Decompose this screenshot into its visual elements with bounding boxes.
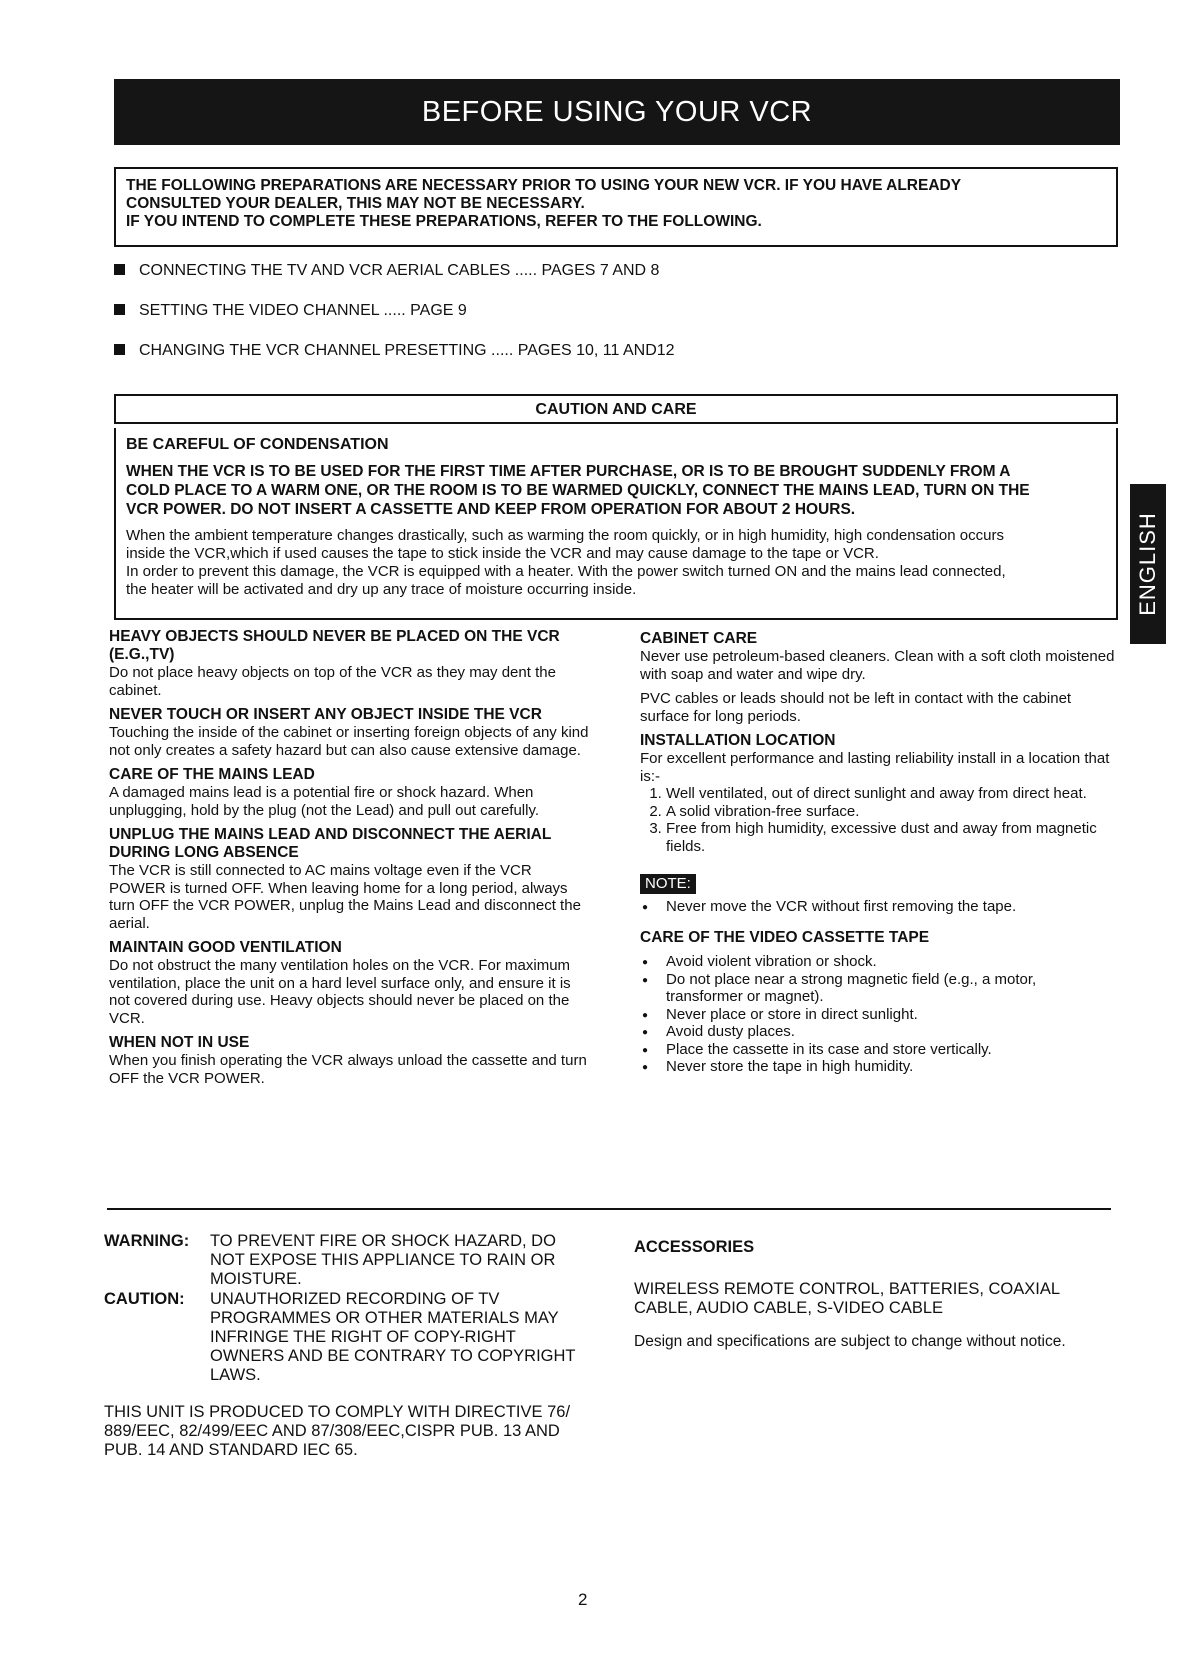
square-bullet-icon — [114, 304, 125, 315]
preparations-box — [114, 167, 1118, 247]
page-number: 2 — [578, 1590, 588, 1609]
section-installation — [640, 732, 1115, 855]
section-text: The VCR is still connected to AC mains voltage even if the VCR POWER is turned OFF. When leaving home for a long period, always turn OFF the VCR POWER, unplug the Mains Lead and disconnect the aerial. — [109, 862, 581, 932]
warning-line: WHEN THE VCR IS TO BE USED FOR THE FIRST TIME AFTER PURCHASE, OR IS TO BE BROUGHT SUDDENLY FROM A — [126, 463, 1011, 480]
preparations-line: IF YOU INTEND TO COMPLETE THESE PREPARATIONS, REFER TO THE FOLLOWING. — [126, 213, 762, 230]
condensation-warning — [126, 462, 1106, 519]
left-column — [109, 628, 589, 1094]
list-item: ● Never store the tape in high humidity. — [666, 1058, 1115, 1076]
section-text: Do not obstruct the many ventilation holes on the VCR. For maximum ventilation, place the unit on a hard level surface only, and ensure it is not covered during use. Heavy objects should never be placed on the VCR. — [109, 957, 571, 1027]
list-item: 3. Free from high humidity, excessive dust and away from magnetic fields. — [666, 820, 1115, 855]
section-never-touch — [109, 706, 589, 759]
section-heading: CARE OF THE VIDEO CASSETTE TAPE — [640, 929, 930, 946]
text-line: inside the VCR,which if used causes the tape to stick inside the VCR and may cause damage to the tape or VCR. — [126, 545, 879, 562]
note-badge: NOTE: — [640, 874, 696, 894]
section-tape-care — [640, 929, 1115, 1076]
section-heavy-objects — [109, 628, 589, 699]
section-cabinet-care — [640, 630, 1115, 725]
section-text: A damaged mains lead is a potential fire or shock hazard. When unplugging, hold by the plug (not the Lead) and pull out carefully. — [109, 784, 540, 819]
list-item: ● Avoid dusty places. — [666, 1023, 1115, 1041]
section-text: PVC cables or leads should not be left in contact with the cabinet surface for long periods. — [640, 690, 1072, 725]
section-heading: CARE OF THE MAINS LEAD — [109, 766, 315, 783]
step-item — [114, 302, 467, 320]
list-item: ● Never move the VCR without first removing the tape. — [666, 898, 1115, 916]
right-column — [640, 630, 1115, 1083]
section-text: For excellent performance and lasting reliability install in a location that is:- — [640, 750, 1110, 785]
condensation-text — [126, 527, 1106, 599]
text-line: the heater will be activated and dry up any trace of moisture occurring inside. — [126, 581, 637, 598]
list-item: ● Avoid violent vibration or shock. — [666, 953, 1115, 971]
section-heading: NEVER TOUCH OR INSERT ANY OBJECT INSIDE THE VCR — [109, 706, 542, 723]
step-item — [114, 262, 659, 280]
list-item: ● Place the cassette in its case and store vertically. — [666, 1041, 1115, 1059]
step-text: SETTING THE VIDEO CHANNEL ..... PAGE 9 — [139, 302, 467, 319]
caution-text: UNAUTHORIZED RECORDING OF TV PROGRAMMES OR OTHER MATERIALS MAY INFRINGE THE RIGHT OF COPY-RIGHT OWNERS AND BE CONTRARY TO COPYRIGHT LAWS. — [210, 1290, 576, 1384]
note-list — [640, 898, 1115, 916]
caution-block — [104, 1290, 584, 1390]
text-line: When the ambient temperature changes drastically, such as warming the room quickly, or in high humidity, high condensation occurs — [126, 527, 1004, 544]
section-heading: UNPLUG THE MAINS LEAD AND DISCONNECT THE AERIAL DURING LONG ABSENCE — [109, 826, 552, 861]
notice-text: Design and specifications are subject to change without notice. — [634, 1333, 1066, 1350]
directive-text: THIS UNIT IS PRODUCED TO COMPLY WITH DIRECTIVE 76/ 889/EEC, 82/499/EEC AND 87/308/EEC,CISPR PUB. 13 AND PUB. 14 AND STANDARD IEC 65. — [104, 1403, 571, 1459]
warning-block — [104, 1232, 584, 1292]
installation-list — [640, 785, 1115, 855]
condensation-title: BE CAREFUL OF CONDENSATION — [126, 436, 389, 453]
accessories-heading: ACCESSORIES — [634, 1238, 755, 1256]
section-heading: MAINTAIN GOOD VENTILATION — [109, 939, 342, 956]
caution-box — [114, 428, 1118, 620]
tape-care-list — [640, 953, 1115, 1076]
step-text: CONNECTING THE TV AND VCR AERIAL CABLES ..... PAGES 7 AND 8 — [139, 262, 660, 279]
section-unplug — [109, 826, 589, 932]
warning-line: COLD PLACE TO A WARM ONE, OR THE ROOM IS TO BE WARMED QUICKLY, CONNECT THE MAINS LEAD, TURN ON THE — [126, 482, 1030, 499]
section-text: Touching the inside of the cabinet or inserting foreign objects of any kind not only creates a safety hazard but can also cause extensive damage. — [109, 724, 589, 759]
section-note — [640, 862, 1115, 915]
section-not-in-use — [109, 1034, 589, 1087]
accessories-text: WIRELESS REMOTE CONTROL, BATTERIES, COAXIAL CABLE, AUDIO CABLE, S-VIDEO CABLE — [634, 1280, 1060, 1317]
square-bullet-icon — [114, 264, 125, 275]
warning-text: TO PREVENT FIRE OR SHOCK HAZARD, DO NOT EXPOSE THIS APPLIANCE TO RAIN OR MOISTURE. — [210, 1232, 556, 1288]
preparations-line: CONSULTED YOUR DEALER, THIS MAY NOT BE NECESSARY. — [126, 195, 585, 212]
section-heading: WHEN NOT IN USE — [109, 1034, 250, 1051]
preparations-line: THE FOLLOWING PREPARATIONS ARE NECESSARY PRIOR TO USING YOUR NEW VCR. IF YOU HAVE ALREADY — [126, 177, 962, 194]
section-ventilation — [109, 939, 589, 1027]
warning-label: WARNING: — [104, 1232, 190, 1250]
text-line: In order to prevent this damage, the VCR is equipped with a heater. With the power switch turned ON and the mains lead connected, — [126, 563, 1006, 580]
section-text: Do not place heavy objects on top of the VCR as they may dent the cabinet. — [109, 664, 556, 699]
square-bullet-icon — [114, 344, 125, 355]
page-title: BEFORE USING YOUR VCR — [114, 79, 1120, 145]
caution-header: CAUTION AND CARE — [114, 394, 1118, 424]
section-heading: HEAVY OBJECTS SHOULD NEVER BE PLACED ON THE VCR (E.G.,TV) — [109, 628, 560, 663]
caution-label: CAUTION: — [104, 1290, 185, 1308]
language-tab — [1130, 484, 1166, 644]
warning-line: VCR POWER. DO NOT INSERT A CASSETTE AND KEEP FROM OPERATION FOR ABOUT 2 HOURS. — [126, 501, 856, 518]
list-item: ● Never place or store in direct sunlight. — [666, 1006, 1115, 1024]
section-text: When you finish operating the VCR always unload the cassette and turn OFF the VCR POWER. — [109, 1052, 587, 1087]
divider — [107, 1208, 1111, 1210]
step-item — [114, 342, 675, 360]
step-text: CHANGING THE VCR CHANNEL PRESETTING ..... PAGES 10, 11 AND12 — [139, 342, 675, 359]
section-heading: INSTALLATION LOCATION — [640, 732, 836, 749]
section-heading: CABINET CARE — [640, 630, 758, 647]
list-item: 2. A solid vibration-free surface. — [666, 803, 1115, 821]
section-text: Never use petroleum-based cleaners. Clean with a soft cloth moistened with soap and water and wipe dry. — [640, 648, 1115, 683]
language-tab-label: ENGLISH — [1135, 512, 1160, 616]
list-item: 1. Well ventilated, out of direct sunlight and away from direct heat. — [666, 785, 1115, 803]
section-mains-lead — [109, 766, 589, 819]
list-item: ● Do not place near a strong magnetic field (e.g., a motor, transformer or magnet). — [666, 971, 1115, 1006]
